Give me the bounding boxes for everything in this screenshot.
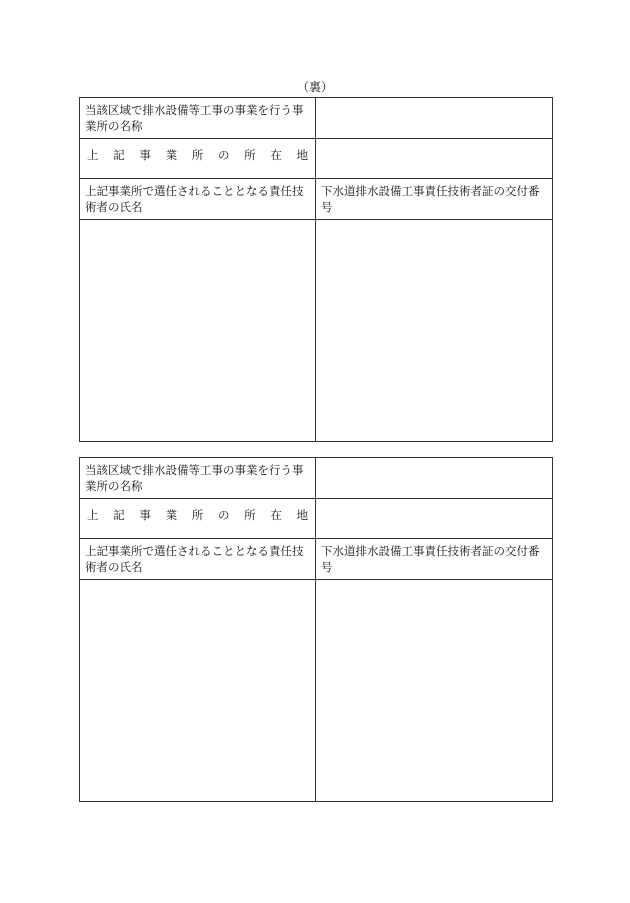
engineer-name-header: 上記事業所で選任されることとなる責任技術者の氏名: [80, 179, 316, 220]
address-label-char: 所: [191, 508, 204, 522]
address-label-char: 所: [244, 508, 256, 522]
address-label-char: 地: [296, 508, 308, 522]
address-label-char: 業: [165, 508, 178, 522]
office-address-label: [80, 499, 316, 539]
engineer-name-field[interactable]: [80, 220, 316, 442]
address-label-char: 上: [87, 508, 99, 522]
office-name-row: [80, 458, 553, 499]
engineer-name-field[interactable]: [80, 580, 316, 802]
office-name-field[interactable]: [316, 98, 553, 139]
office-address-label: [80, 139, 316, 179]
office-name-label: 当該区域で排水設備等工事の事業を行う事業所の名称: [80, 98, 316, 139]
certificate-number-field[interactable]: [316, 220, 553, 442]
engineer-body-row: [80, 220, 553, 442]
page-heading: （裏）: [296, 80, 333, 94]
address-label-char: の: [217, 508, 230, 522]
address-label-char: 記: [113, 148, 125, 162]
office-address-row: [80, 139, 553, 179]
office-form-1: [79, 97, 553, 442]
engineer-header-row: [80, 179, 553, 220]
address-label-char: 記: [113, 508, 125, 522]
address-label-char: 事: [139, 148, 151, 162]
address-label-char: 所: [244, 148, 256, 162]
engineer-name-header: 上記事業所で選任されることとなる責任技術者の氏名: [80, 539, 316, 580]
address-label-char: 在: [270, 508, 282, 522]
address-label-char: 所: [191, 148, 204, 162]
engineer-header-row: [80, 539, 553, 580]
office-name-row: [80, 98, 553, 139]
address-label-char: 在: [270, 148, 282, 162]
office-name-field[interactable]: [316, 458, 553, 499]
office-address-field[interactable]: [316, 139, 553, 179]
engineer-body-row: [80, 580, 553, 802]
certificate-number-header: 下水道排水設備工事責任技術者証の交付番号: [316, 179, 553, 220]
address-label-char: 上: [87, 148, 99, 162]
office-address-field[interactable]: [316, 499, 553, 539]
certificate-number-field[interactable]: [316, 580, 553, 802]
office-form-2: [79, 457, 553, 802]
address-label-char: 地: [296, 148, 308, 162]
certificate-number-header: 下水道排水設備工事責任技術者証の交付番号: [316, 539, 553, 580]
office-name-label: 当該区域で排水設備等工事の事業を行う事業所の名称: [80, 458, 316, 499]
address-label-char: 業: [165, 148, 178, 162]
office-address-row: [80, 499, 553, 539]
address-label-char: 事: [139, 508, 151, 522]
address-label-char: の: [217, 148, 230, 162]
